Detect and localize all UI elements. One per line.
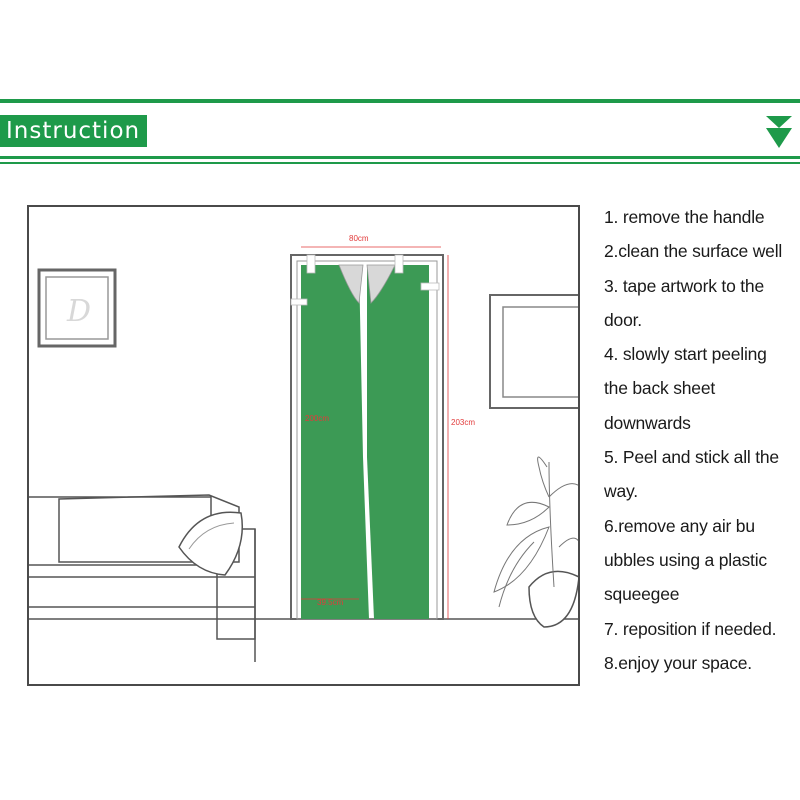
green-door-sticker bbox=[301, 265, 429, 619]
instruction-line: 2.clean the surface well bbox=[604, 241, 783, 262]
instruction-line: 6.remove any air bu bbox=[604, 515, 755, 536]
instruction-line: downwards bbox=[604, 412, 691, 433]
instruction-line: the back sheet bbox=[604, 378, 716, 399]
picture-frame-right bbox=[490, 295, 580, 408]
door-sticker-illustration bbox=[27, 205, 580, 686]
instruction-line: 4. slowly start peeling bbox=[604, 344, 767, 365]
header-top-rule bbox=[0, 99, 800, 103]
potted-plant bbox=[494, 457, 580, 627]
instruction-line: 5. Peel and stick all the bbox=[604, 447, 779, 468]
instruction-line: squeegee bbox=[604, 584, 680, 605]
instruction-list bbox=[604, 200, 800, 680]
instruction-line: 3. tape artwork to the bbox=[604, 275, 764, 296]
instruction-line: door. bbox=[604, 309, 642, 330]
panel-height-label: 200cm bbox=[305, 414, 330, 423]
double-chevron-down-icon bbox=[762, 114, 796, 150]
instruction-line: 7. reposition if needed. bbox=[604, 618, 777, 639]
instruction-line: 8.enjoy your space. bbox=[604, 652, 752, 673]
height-dimension-label: 203cm bbox=[451, 418, 476, 427]
svg-text:D: D bbox=[67, 294, 92, 329]
sofa bbox=[29, 495, 255, 662]
bottom-width-label: 39.5cm bbox=[317, 598, 344, 607]
instruction-line: ubbles using a plastic bbox=[604, 549, 767, 570]
instruction-line: way. bbox=[604, 481, 638, 502]
header-bottom-rule-thin bbox=[0, 162, 800, 164]
section-title: Instruction bbox=[0, 115, 147, 147]
picture-frame-left bbox=[39, 270, 115, 346]
header-bottom-rule bbox=[0, 156, 800, 159]
width-dimension-label: 80cm bbox=[349, 234, 369, 243]
instruction-line: 1. remove the handle bbox=[604, 207, 765, 227]
